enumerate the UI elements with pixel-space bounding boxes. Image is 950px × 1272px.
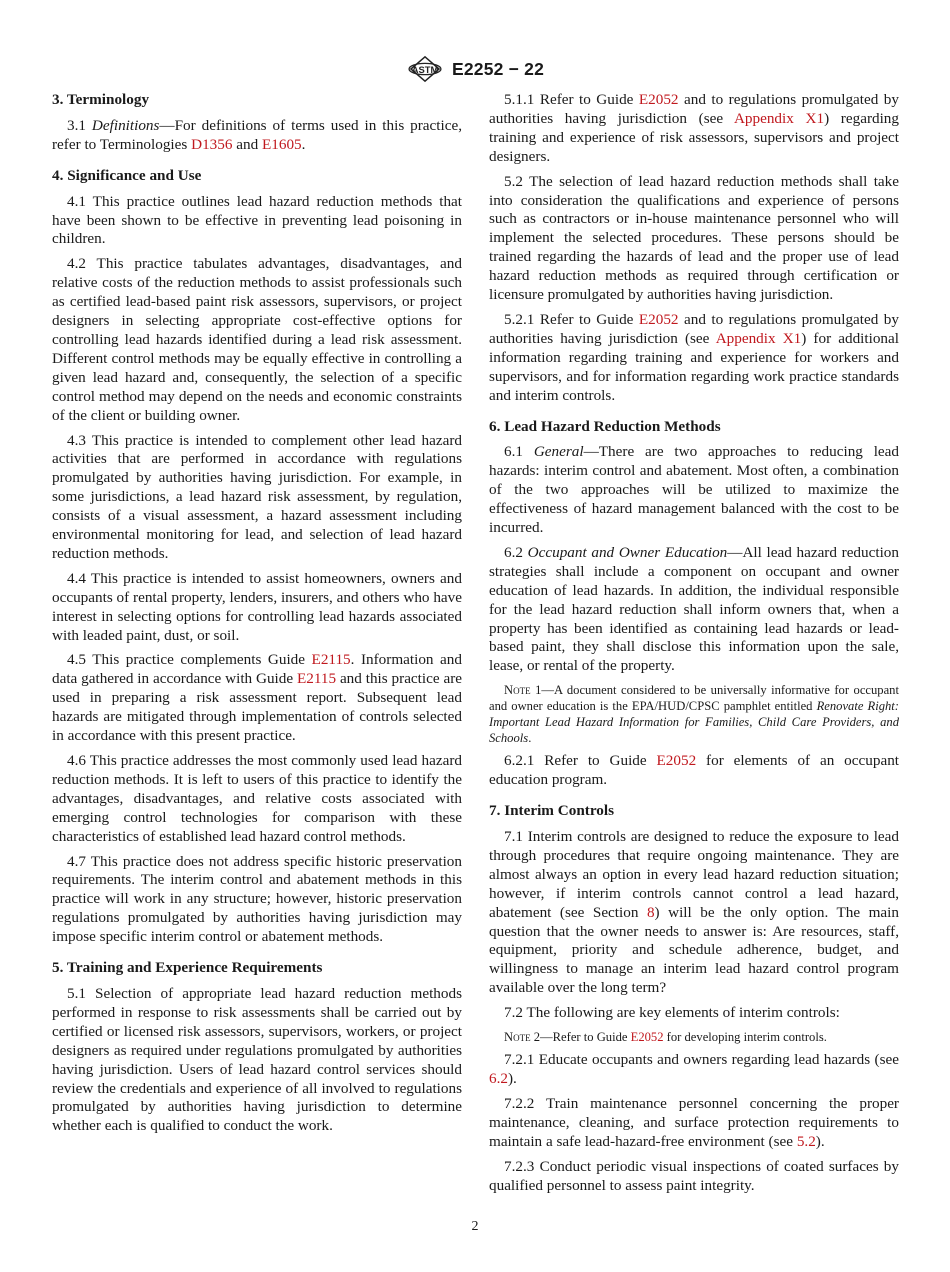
paragraph-7-2-3: 7.2.3 Conduct periodic visual inspections of coated surfaces by qualified personnel to assess paint integrity. <box>489 1157 899 1194</box>
paragraph-4-7: 4.7 This practice does not address specific historic preservation requirements. The interim control and abatement methods in this practice will work in any structure; however, historic preservation regulations promulgated by authorities having jurisdiction may impose specific interim control or abatement methods. <box>52 852 462 946</box>
note-1: Note 1—A document considered to be universally informative for occupant and owner education is the EPA/HUD/CPSC pamphlet entitled Renovate Right: Important Lead Hazard Information for Families, Child Care Providers, and Schools. <box>489 683 899 746</box>
paragraph-4-5: 4.5 This practice complements Guide E2115. Information and data gathered in accordance with Guide E2115 and this practice are used in preparing a risk assessment report. Subsequent lead hazards are mitigated through implementation of controls selected in accordance with this present practice. <box>52 651 462 745</box>
section-4-title: 4. Significance and Use <box>52 166 202 184</box>
note-2: Note 2—Refer to Guide E2052 for developing interim controls. <box>504 1030 827 1045</box>
ref-5-2-link[interactable]: 5.2 <box>796 1132 816 1150</box>
ref-e2052-link[interactable]: E2052 <box>656 752 697 770</box>
ref-e2052-link[interactable]: E2052 <box>630 1030 664 1045</box>
paragraph-4-3: 4.3 This practice is intended to complement other lead hazard activities that are performed in accordance with regulations promulgated by authorities having jurisdiction. For example, in some jurisdictions, a lead hazard risk assessment, by regulation, consists of a visual assessment, a hazard assessment including environmental monitoring for lead, and selection of lead hazard reduction methods. <box>52 431 462 562</box>
paragraph-7-2: 7.2 The following are key elements of interim controls: <box>504 1004 840 1022</box>
ref-d1356-link[interactable]: D1356 <box>191 135 233 153</box>
paragraph-7-1: 7.1 Interim controls are designed to reduce the exposure to lead through procedures that require ongoing maintenance. They are almost always an option in every lead hazard reduction situation; however, if interim controls cannot control a lead hazard, abatement (see Section 8) will be the only option. The main question that the owner needs to answer is: Are resources, staff, equipment, priority and schedule adherence, budget, and willingness to manage an interim lead hazard control program available over the long term? <box>489 828 899 997</box>
page-number: 2 <box>471 1219 479 1234</box>
section-5-title: 5. Training and Experience Requirements <box>52 959 323 977</box>
ref-e2052-link[interactable]: E2052 <box>638 310 679 328</box>
ref-e2052-link[interactable]: E2052 <box>638 91 679 108</box>
paragraph-5-2-1: 5.2.1 Refer to Guide E2052 and to regulations promulgated by authorities having jurisdiction (see Appendix X1) for additional information regarding training and experience for workers and supervisors, and for information regarding work practice standards and interim controls. <box>489 310 899 404</box>
paragraph-5-2: 5.2 The selection of lead hazard reduction methods shall take into consideration the qualifications and experience of persons such as contractors or in-house maintenance personnel who will implement the selected procedures. These persons should be trained regarding the hazards of lead and the proper use of lead hazard reduction methods as required through certification or licensure promulgated by authorities having jurisdiction. <box>489 172 899 304</box>
logo-text: ASTM <box>411 64 439 75</box>
ref-6-2-link[interactable]: 6.2 <box>489 1069 508 1087</box>
section-6-title: 6. Lead Hazard Reduction Methods <box>489 417 721 435</box>
ref-e2115-link[interactable]: E2115 <box>311 651 351 669</box>
paragraph-5-1-1: 5.1.1 Refer to Guide E2052 and to regulations promulgated by authorities having jurisdiction (see Appendix X1) regarding training and experience of risk assessors, supervisors and project designers. <box>489 91 899 165</box>
paragraph-4-1: 4.1 This practice outlines lead hazard reduction methods that have been shown to be effective in preventing lead poisoning in children. <box>52 192 462 248</box>
paragraph-6-2: 6.2 Occupant and Owner Education—All lead hazard reduction strategies shall include a component on occupant and owner education of lead hazards. In addition, the individual responsible for the lead hazard reduction shall inform owners that, when a property has been identified as containing lead hazards or lead-based paint, they shall disclose this information upon the sale, lease, or rental of the property. <box>489 543 899 675</box>
ref-appendix-x1-link[interactable]: Appendix X1 <box>715 329 802 347</box>
paragraph-6-2-1: 6.2.1 Refer to Guide E2052 for elements of an occupant education program. <box>489 752 900 789</box>
paragraph-5-1: 5.1 Selection of appropriate lead hazard reduction methods performed in response to risk assessments shall be carried out by certified or licensed risk assessors, supervisors, workers, or project designers as required under regulations promulgated by authorities having jurisdiction. Users of lead hazard control services should review the credentials and experience of all involved to regulations promulgated by authorities having jurisdiction to determine whether each is qualified to conduct the work. <box>52 984 462 1135</box>
paragraph-3-1: 3.1 Definitions—For definitions of terms used in this practice, refer to Terminologies D1356 and E1605. <box>52 116 463 153</box>
paragraph-7-2-1: 7.2.1 Educate occupants and owners regarding lead hazards (see 6.2). <box>489 1051 899 1087</box>
paragraph-6-1: 6.1 General—There are two approaches to reducing lead hazards: interim control and abatement. Most often, a combination of the two approaches will be utilized to maximize the effectiveness of hazard management balanced with the cost to be incurred. <box>489 443 900 537</box>
section-3-title: 3. Terminology <box>52 91 150 108</box>
section-7-title: 7. Interim Controls <box>489 802 615 820</box>
paragraph-7-2-2: 7.2.2 Train maintenance personnel concerning the proper maintenance, cleaning, and surface protection requirements to maintain a safe lead-hazard-free environment (see 5.2). <box>489 1094 899 1150</box>
ref-appendix-x1-link[interactable]: Appendix X1 <box>733 109 825 127</box>
paragraph-4-2: 4.2 This practice tabulates advantages, disadvantages, and relative costs of the reduction methods to assist professionals such as certified lead-based paint risk assessors, supervisors, or project designers in selecting appropriate cost-effective options for controlling lead hazards identified during a lead risk assessment. Different control methods may be equally effective in controlling a given lead hazard and, consequently, the selection of a specific control method may depend on the needs and economic constraints of the client or building owner. <box>52 255 462 424</box>
right-column <box>489 91 899 1201</box>
page-header <box>0 52 950 86</box>
document-id: E2252 − 22 <box>451 58 544 79</box>
left-column <box>52 91 462 1142</box>
ref-section-8-link[interactable]: 8 <box>646 903 655 921</box>
paragraph-4-4: 4.4 This practice is intended to assist homeowners, owners and occupants of rental property, lenders, insurers, and others who have interest in selecting options for controlling lead hazards associated with leaded paint, dust, or soil. <box>52 569 462 644</box>
astm-logo-icon <box>406 54 444 84</box>
ref-e1605-link[interactable]: E1605 <box>261 135 302 153</box>
paragraph-4-6: 4.6 This practice addresses the most commonly used lead hazard reduction methods. It is left to users of this practice to identify the advantages, disadvantages, and relative costs associated with emerging control technologies for comparison with these characteristics of established lead hazard control methods. <box>52 752 462 845</box>
ref-e2115-link[interactable]: E2115 <box>296 670 337 688</box>
